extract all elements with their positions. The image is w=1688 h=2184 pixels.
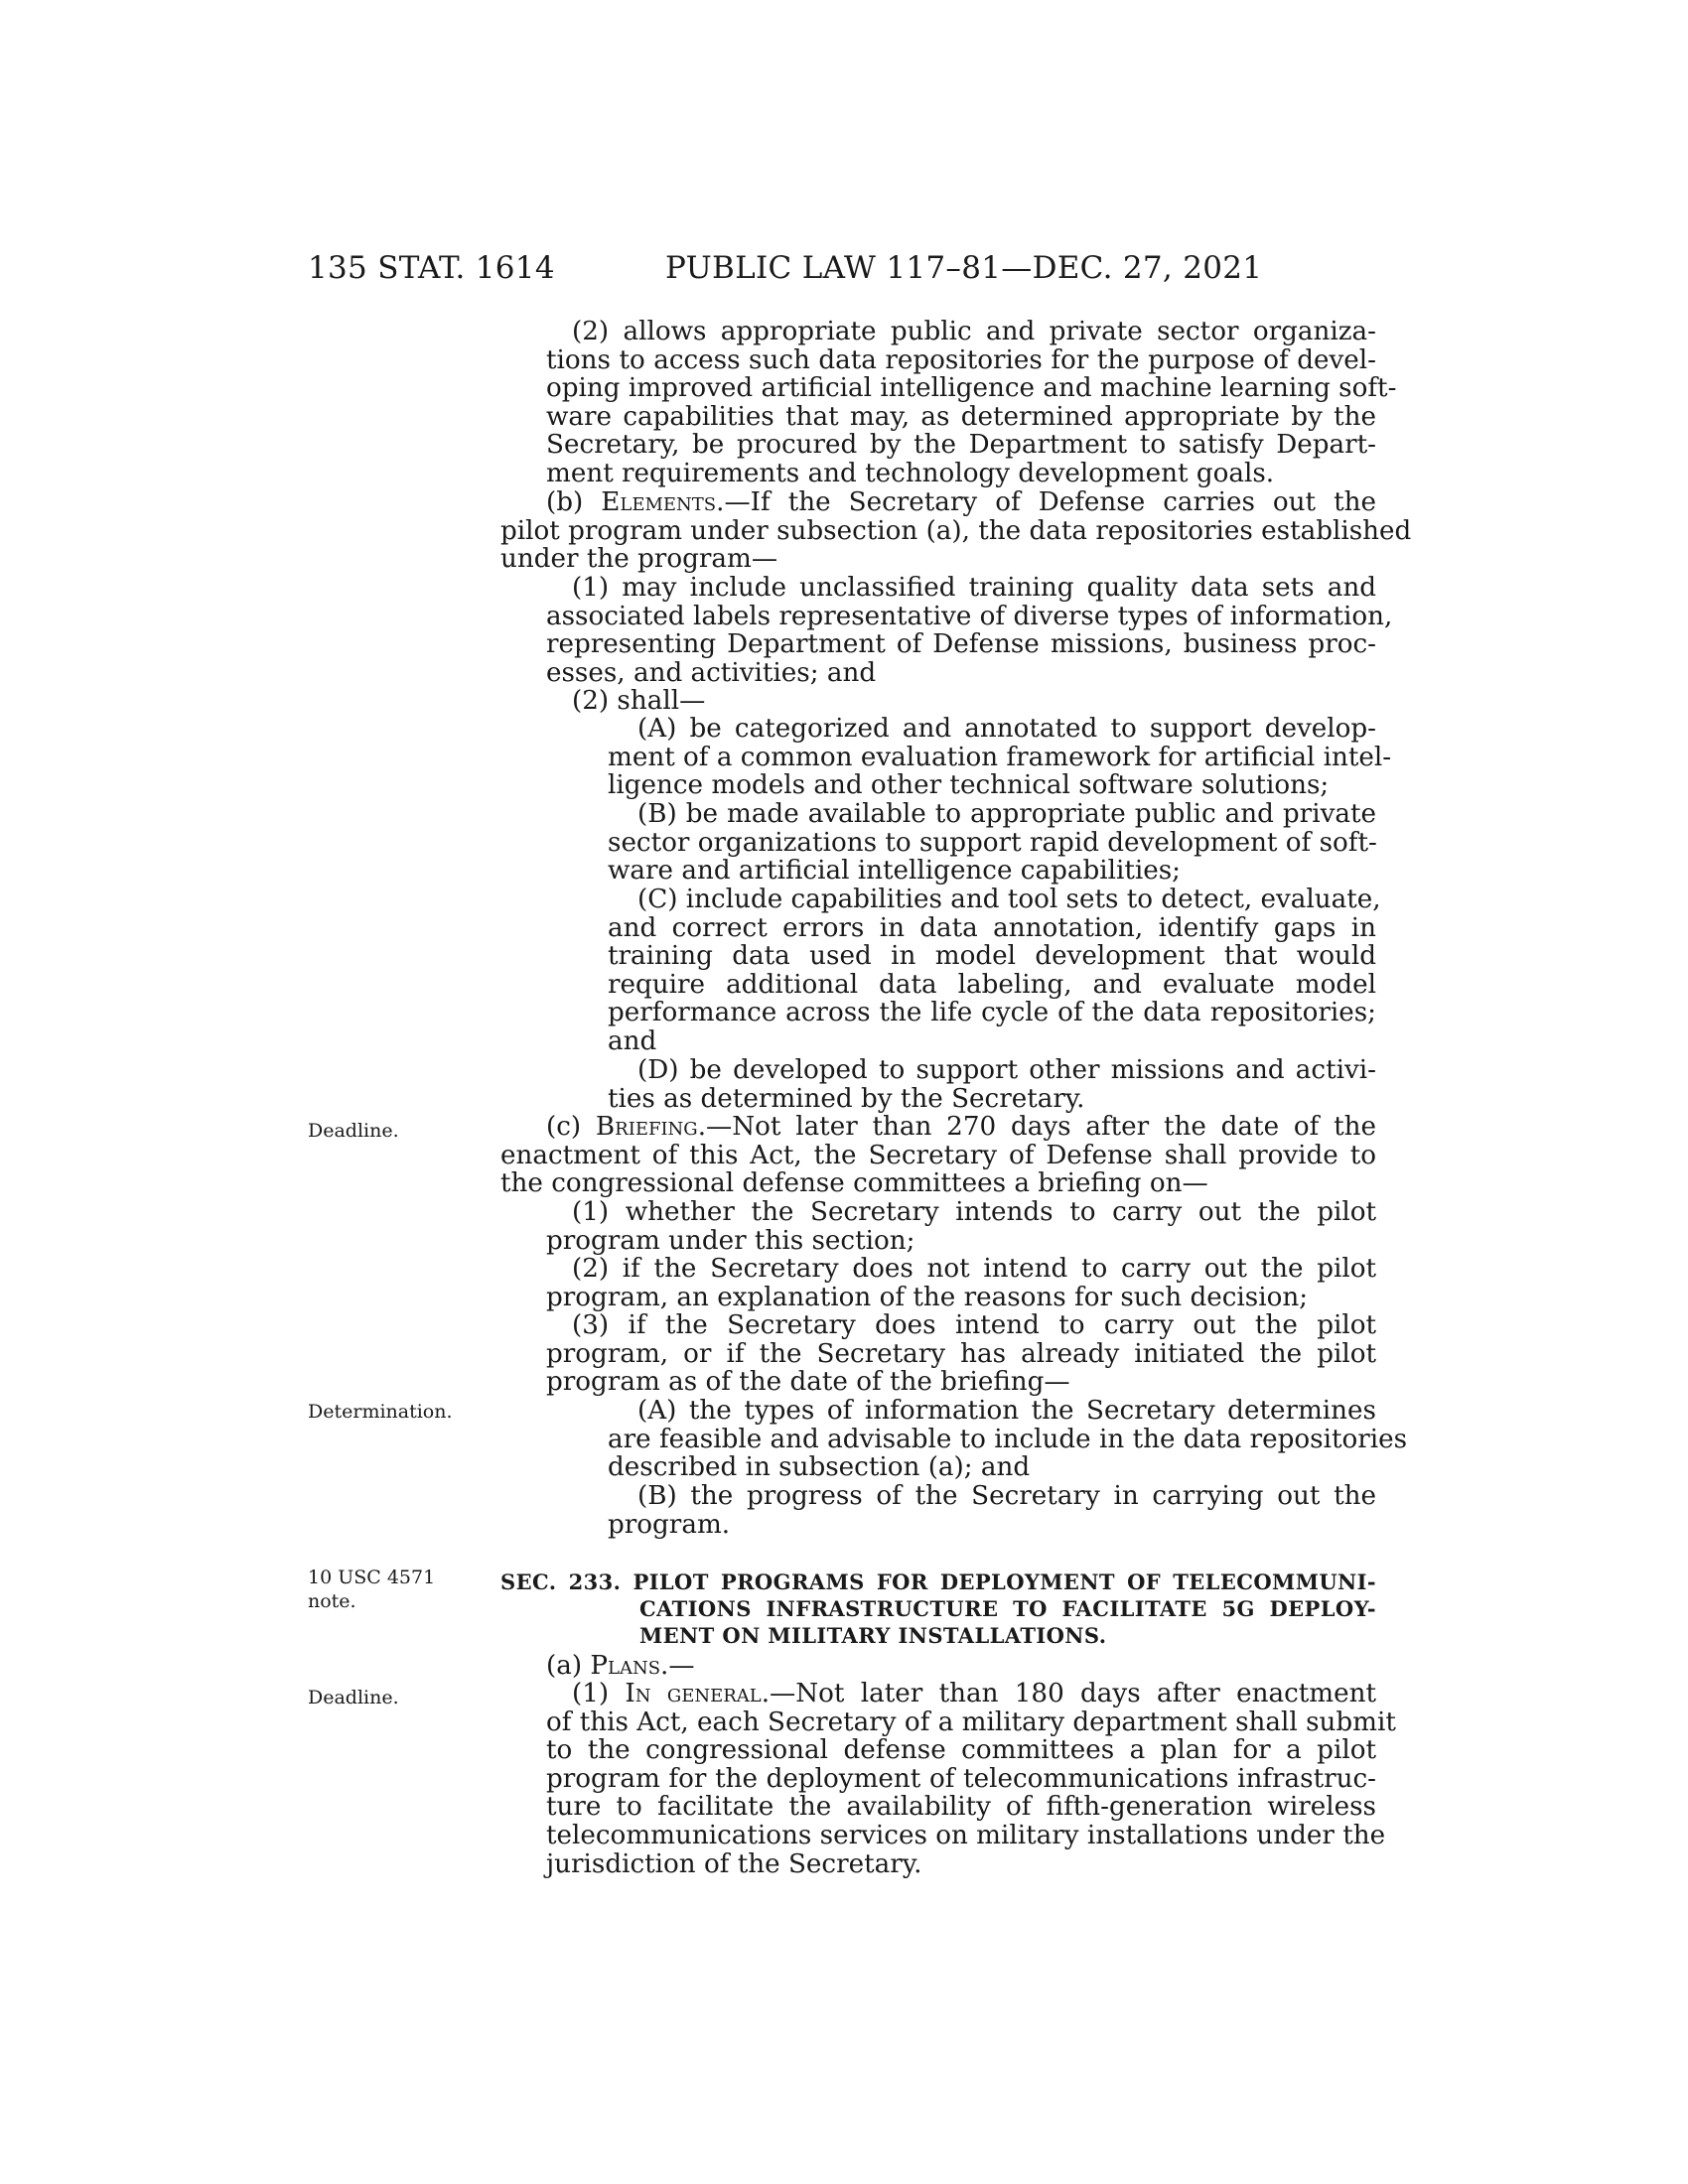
subparagraph-bA xyxy=(608,714,1392,801)
text-line: ware and artificial intelligence capabilities; xyxy=(608,856,1181,887)
text-line xyxy=(500,488,1376,517)
text-line: enactment of this Act, the Secretary of Defense shall provide to xyxy=(500,1140,1376,1170)
text-fragment: .— xyxy=(660,1651,695,1681)
text-line: (3) if the Secretary does intend to carry out the pilot xyxy=(572,1310,1376,1340)
text-line: require additional data labeling, and evaluate model xyxy=(608,969,1376,1000)
paragraph-a2 xyxy=(546,317,1397,488)
subsection-heading: Briefing xyxy=(595,1112,698,1142)
text-fragment: .—If the Secretary of Defense carries out the xyxy=(716,487,1376,517)
text-line: (A) be categorized and annotated to support develop- xyxy=(637,714,1376,744)
section-233-heading xyxy=(500,1569,1376,1649)
text-line: associated labels representative of diverse types of information, xyxy=(546,601,1393,631)
text-fragment: .—Not later than 180 days after enactment xyxy=(761,1679,1376,1708)
paragraph-c1 xyxy=(546,1198,1376,1255)
margin-note-deadline: Deadline. xyxy=(308,1120,399,1142)
page-law-header: PUBLIC LAW 117–81—DEC. 27, 2021 xyxy=(665,250,1263,286)
text-line: ment requirements and technology development goals. xyxy=(546,458,1275,488)
paragraph-heading: In general xyxy=(625,1679,762,1708)
paragraph-c3 xyxy=(546,1311,1376,1397)
text-line: ligence models and other technical software solutions; xyxy=(608,770,1330,801)
subsection-c xyxy=(500,1113,1376,1198)
subparagraph-bD xyxy=(608,1056,1376,1113)
paragraph-b2 xyxy=(572,687,705,716)
paragraph-b1 xyxy=(546,573,1393,688)
text-line: representing Department of Defense missions, business proc- xyxy=(546,629,1376,660)
text-line: program. xyxy=(608,1509,731,1540)
text-line: to the congressional defense committees a plan for a pilot xyxy=(546,1735,1376,1766)
subparagraph-cA xyxy=(608,1396,1408,1483)
text-line: (A) the types of information the Secretary determines xyxy=(637,1396,1376,1426)
text-line: (D) be developed to support other missions and activi- xyxy=(637,1055,1376,1085)
text-line: esses, and activities; and xyxy=(546,657,877,688)
text-line: ment of a common evaluation framework for artificial intel- xyxy=(608,742,1392,772)
text-line: oping improved artificial intelligence and machine learning soft- xyxy=(546,373,1397,404)
text-line: Secretary, be procured by the Department to satisfy Depart- xyxy=(546,430,1376,461)
text-line: program as of the date of the briefing— xyxy=(546,1367,1070,1398)
text-line: jurisdiction of the Secretary. xyxy=(546,1848,922,1879)
text-line: sector organizations to support rapid development of soft- xyxy=(608,827,1377,858)
text-line: program for the deployment of telecommunications infrastruc- xyxy=(546,1763,1376,1794)
subsection-a-plans xyxy=(546,1652,695,1681)
usc-line: 10 USC 4571 xyxy=(308,1567,436,1588)
subsection-heading: Elements xyxy=(601,487,717,517)
text-line: pilot program under subsection (a), the data repositories established xyxy=(500,515,1412,546)
subparagraph-bC xyxy=(608,885,1381,1056)
paragraph-label: (1) xyxy=(572,1679,610,1708)
text-line: (B) be made available to appropriate public and private xyxy=(637,799,1376,829)
text-line: performance across the life cycle of the data repositories; xyxy=(608,998,1376,1028)
text-line: (C) include capabilities and tool sets to detect, evaluate, xyxy=(637,885,1381,914)
text-line: program, an explanation of the reasons for such decision; xyxy=(546,1282,1309,1312)
text-line: ture to facilitate the availability of fifth-generation wireless xyxy=(546,1792,1376,1823)
text-line: described in subsection (a); and xyxy=(608,1452,1031,1483)
subparagraph-bB xyxy=(608,800,1376,886)
margin-note-determination: Determination. xyxy=(308,1401,453,1423)
text-line: (2) if the Secretary does not intend to carry out the pilot xyxy=(572,1254,1376,1284)
text-line: and correct errors in data annotation, identify gaps in xyxy=(608,912,1376,943)
subsection-label: (b) xyxy=(546,487,584,517)
subsection-b xyxy=(500,487,1412,575)
text-line xyxy=(500,1113,1376,1142)
subsection-label: (c) xyxy=(546,1112,582,1142)
usc-line: note. xyxy=(308,1590,356,1612)
text-line: the congressional defense committees a briefing on— xyxy=(500,1168,1208,1199)
text-line: (B) the progress of the Secretary in carrying out the xyxy=(637,1481,1376,1511)
text-line: (1) whether the Secretary intends to carry out the pilot xyxy=(572,1197,1376,1227)
text-line: of this Act, each Secretary of a military department shall submit xyxy=(546,1706,1396,1737)
section-heading-line: MENT ON MILITARY INSTALLATIONS. xyxy=(639,1623,1107,1648)
paragraph-a1-in-general xyxy=(546,1679,1396,1879)
text-line xyxy=(546,1652,695,1681)
text-line: tions to access such data repositories for the purpose of devel- xyxy=(546,344,1376,375)
section-heading-line: SEC. 233. PILOT PROGRAMS FOR DEPLOYMENT OF TELECOMMUNI- xyxy=(500,1570,1376,1594)
margin-note-usc xyxy=(308,1566,435,1613)
text-line: (2) shall— xyxy=(572,686,706,716)
text-fragment: .—Not later than 270 days after the date of the xyxy=(697,1112,1376,1142)
section-heading-line: CATIONS INFRASTRUCTURE TO FACILITATE 5G DEPLOY- xyxy=(639,1596,1376,1621)
text-line: under the program— xyxy=(500,544,778,575)
text-line: (1) may include unclassified training quality data sets and xyxy=(572,573,1376,603)
subsection-heading: Plans xyxy=(590,1651,661,1681)
text-line: (2) allows appropriate public and private sector organiza- xyxy=(572,317,1376,346)
page-stat-citation: 135 STAT. 1614 xyxy=(308,250,555,286)
text-line: ware capabilities that may, as determined appropriate by the xyxy=(546,401,1376,432)
text-line: program, or if the Secretary has already initiated the pilot xyxy=(546,1338,1376,1369)
text-line: program under this section; xyxy=(546,1225,915,1256)
subsection-label: (a) xyxy=(546,1651,583,1681)
text-line: ties as determined by the Secretary. xyxy=(608,1083,1085,1114)
margin-note-deadline: Deadline. xyxy=(308,1687,399,1708)
subparagraph-cB xyxy=(608,1482,1376,1539)
text-line xyxy=(546,1680,1376,1708)
text-line: telecommunications services on military installations under the xyxy=(546,1820,1386,1850)
paragraph-c2 xyxy=(546,1255,1376,1311)
text-line: are feasible and advisable to include in the data repositories xyxy=(608,1424,1408,1454)
text-line: and xyxy=(608,1025,657,1056)
text-line: training data used in model development that would xyxy=(608,941,1376,972)
